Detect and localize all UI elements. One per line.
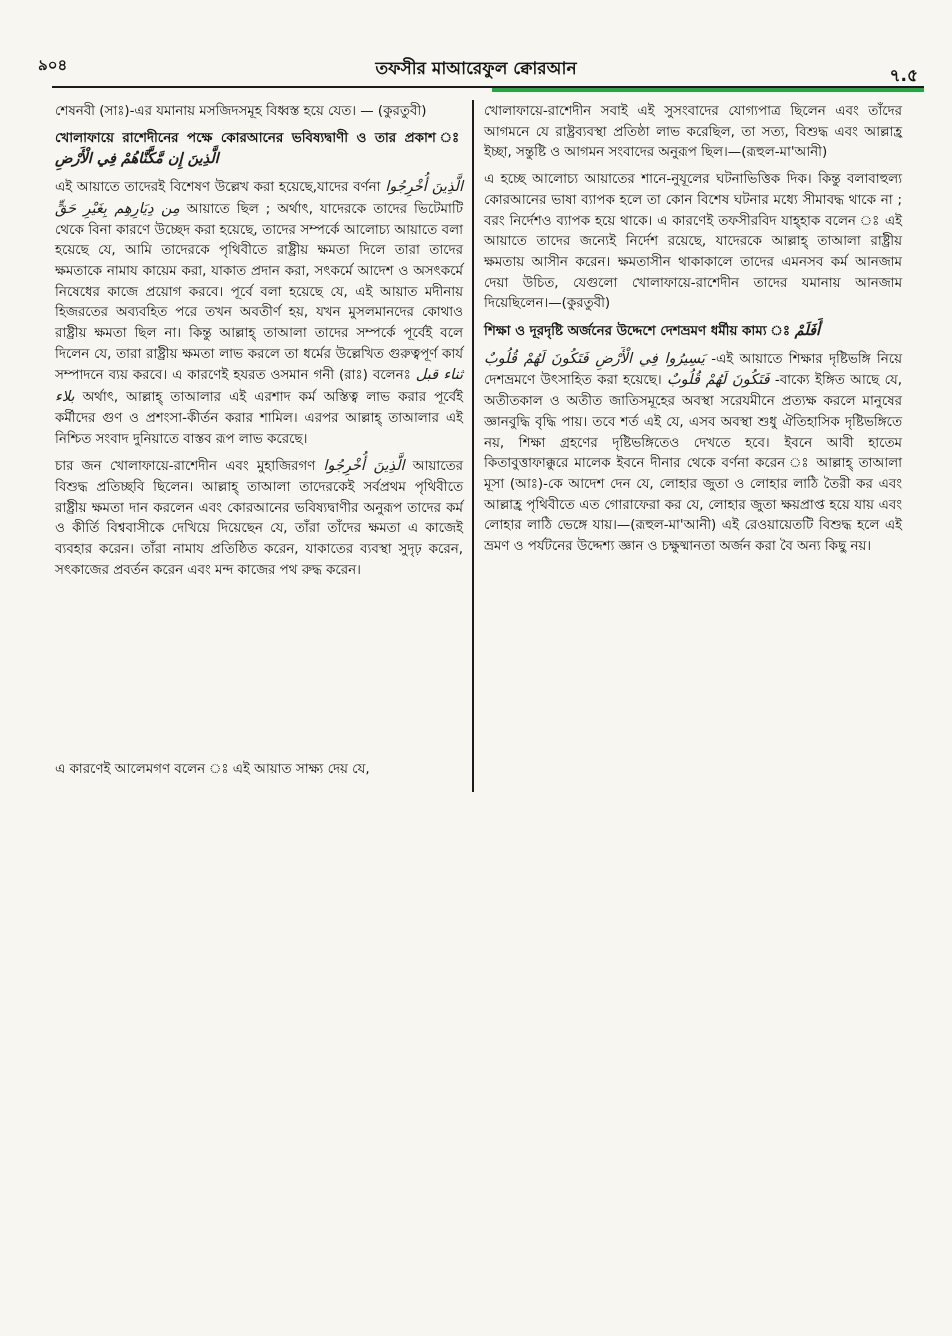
- arabic-verse: الَّذِينَ أُخْرِجُوا مِن دِيَارِهِم بِغَيْرِ حَقٍّ: [55, 179, 464, 217]
- paragraph: শেষনবী (সাঃ)-এর যমানায় মসজিদসমূহ বিধ্বস্ত হয়ে যেত। — (কুরতুবী): [55, 104, 427, 119]
- section-heading: [55, 129, 463, 171]
- paragraph-text: অর্থাৎ, আল্লাহ্ তাআলার এই এরশাদ কর্ম অস্তিত্ব লাভ করার পূর্বেই কর্মীদের গুণ ও প্রশংসা-কীর্তন করার শামিল। এরপর আল্লাহ্ তাআলার এই নিশ্চিত সংবাদ দুনিয়াতে বাস্তব রূপ লাভ করেছে।: [55, 390, 463, 447]
- heading-text: শিক্ষা ও দূরদৃষ্টি অর্জনের উদ্দেশে দেশভ্রমণ ধর্মীয় কাম্য ঃ: [484, 324, 790, 340]
- left-column-continuation: এ কারণেই আলেমগণ বলেন ঃ এই আয়াত সাক্ষ্য দেয় যে,: [55, 762, 370, 777]
- paragraph-text: -বাক্যে ইঙ্গিত আছে যে, অতীতকাল ও অতীত জাতিসমূহের অবস্থা সরেযমীনে প্রত্যক্ষ করলে মানুষের জ্ঞানবুদ্ধি বৃদ্ধি পায়। তবে শর্ত এই যে, এসব অবস্থা শুধু ঐতিহাসিক দৃষ্টিভঙ্গিতে নয়, শিক্ষা গ্রহণের দৃষ্টিভঙ্গিতেও দেখতে হবে। ইবনে আবী হাতেম কিতাবুত্তাফাক্কুরে মালেক ইবনে দীনার থেকে বর্ণনা করেন ঃ আল্লাহ্ তাআলা মূসা (আঃ)-কে আদেশ দেন যে, লোহার জুতা ও লোহার লাঠি তৈরী কর এবং আল্লাহ্র পৃথিবীতে এত গোরাফেরা কর যে, লোহার জুতা ক্ষয়প্রাপ্ত হয়ে যায় এবং লোহার লাঠি ভেঙ্গে যায়।—(রূহুল-মা'আনী) এই রেওয়ায়েতটি বিশুদ্ধ হলে এই ভ্রমণ ও পর্যটনের উদ্দেশ্য জ্ঞান ও চক্ষুষ্মানতা অর্জন করা বৈ অন্য কিছু নয়।: [484, 373, 902, 555]
- page-header: [24, 30, 928, 92]
- column-divider: [472, 100, 474, 792]
- paragraph: [55, 456, 463, 581]
- arabic-verse: الَّذِينَ إِن مَّكَّنَّاهُمْ فِي الْأَرْضِ: [55, 150, 219, 168]
- paragraph: এ হচ্ছে আলোচ্য আয়াতের শানে-নুযূলের ঘটনাভিত্তিক দিক। কিন্তু বলাবাহুল্য কোরআনের ভাষা ব্যাপক হলে তা কোন বিশেষ ঘটনার মধ্যে সীমাবদ্ধ থাকে না ; বরং নির্দেশও ব্যাপক হয়ে থাকে। এ কারণেই তফসীরবিদ যাহ্হাক বলেন ঃ এই আয়াতে তাদের জন্যেই নির্দেশ রয়েছে, যাদেরকে আল্লাহ্ তাআলা রাষ্ট্রীয় ক্ষমতায় আসীন করেন। ক্ষমতাসীন থাকাকালে তাদের এমনসব কর্ম আনজাম দেয়া উচিত, যেগুলো খোলাফায়ে-রাশেদীন তাদের যমানায় আনজাম দিয়েছিলেন।—(কুরতুবী): [484, 172, 902, 312]
- paragraph-text: এই আয়াতে তাদেরই বিশেষণ উল্লেখ করা হয়েছে,যাদের বর্ণনা: [55, 180, 381, 196]
- paragraph-text: চার জন খোলাফায়ে-রাশেদীন এবং মুহাজিরগণ: [55, 459, 316, 475]
- running-title: তফসীর মাআরেফুল ক্বোরআন: [375, 59, 577, 79]
- arabic-phrase: ثناء قبل بلاء: [55, 367, 464, 406]
- paragraph: খোলাফায়ে-রাশেদীন সবাই এই সুসংবাদের যোগ্যপাত্র ছিলেন এবং তাঁদের আগমনে যে রাষ্ট্রব্যবস্থা প্রতিষ্ঠা লাভ করেছিল, তা সত্য, বিশুদ্ধ এবং আল্লাহ্র ইচ্ছা, সন্তুষ্টি ও আগমন সংবাদের অনুরূপ ছিল।—(রূহুল-মা'আনী): [484, 104, 902, 161]
- right-column: [484, 102, 902, 564]
- arabic-verse: الَّذِينَ أُخْرِجُوا: [323, 458, 405, 475]
- arabic-verse: فَتَكُونَ لَهُمْ قُلُوبٌ: [667, 372, 770, 389]
- header-accent-rule: [492, 88, 924, 92]
- paragraph-text: আয়াতের বিশুদ্ধ প্রতিচ্ছবি ছিলেন। আল্লাহ্ তাআলা তাদেরকেই সর্বপ্রথম পৃথিবীতে রাষ্ট্রীয় ক্ষমতা দান করলেন এবং কোরআনের ভবিষ্যদ্বাণীর অনুরূপ তাদের কর্ম ও কীর্তি বিশ্ববাসীকে দেখিয়ে দিয়েছেন যে, তাঁরা তাঁদের ক্ষমতা এ কাজেই ব্যবহার করেন। তাঁরা নামায প্রতিষ্ঠিত করেন, যাকাতের ব্যবস্থা সুদৃঢ় করেন, সৎকাজের প্রবর্তন করেন এবং মন্দ কাজের পথ রুদ্ধ করেন।: [55, 459, 463, 578]
- paragraph: [55, 177, 463, 450]
- paragraph-text: আয়াতে ছিল ; অর্থাৎ, যাদেরকে তাদের ভিটেমাটি থেকে বিনা কারণে উচ্ছেদ করা হয়েছে, তাদের সম্পর্কে আলোচ্য আয়াতে বলা হয়েছে যে, আমি তাদেরকে পৃথিবীতে রাষ্ট্রীয় ক্ষমতা দিলে তারা তাদের ক্ষমতাকে নামায কায়েম করা, যাকাত প্রদান করা, সৎকর্মে আদেশ ও অসৎকর্মে নিষেধের কাজে প্রয়োগ করবে। পূর্বে বলা হয়েছে যে, এই আয়াত মদীনায় হিজরতের অব্যবহিত পরে তখন অবতীর্ণ হয়, যখন মুসলমানদের কোথাও রাষ্ট্রীয় ক্ষমতা ছিল না। কিন্তু আল্লাহ্ তাআলা তাদের সম্পর্কে পূর্বেই বলে দিলেন যে, তারা রাষ্ট্রীয় ক্ষমতা লাভ করলে তা ধর্মের উল্লেখিত গুরুত্বপূর্ণ কার্য সম্পাদনে ব্যয় করবে। এ কারণেই হযরত ওসমান গনী (রাঃ) বলেনঃ: [55, 201, 463, 384]
- heading-text: খোলাফায়ে রাশেদীনের পক্ষে কোরআনের ভবিষ্যদ্বাণী ও তার প্রকাশ ঃ: [55, 130, 463, 146]
- paragraph-text: -এই আয়াতে শিক্ষার দৃষ্টিভঙ্গি নিয়ে দেশভ্রমণে উৎসাহিত করা হয়েছে।: [484, 351, 902, 389]
- page-number-left: ৯০৪: [38, 56, 68, 74]
- arabic-verse: أَفَلَمْ: [794, 322, 821, 340]
- arabic-verse: يَسِيرُوا فِي الْأَرْضِ فَتَكُونَ لَهُمْ قُلُوبٌ: [484, 350, 705, 367]
- left-column: [55, 102, 463, 587]
- section-heading: [484, 321, 902, 343]
- paragraph: [484, 349, 902, 558]
- page-number-right: ৭.৫: [889, 66, 918, 86]
